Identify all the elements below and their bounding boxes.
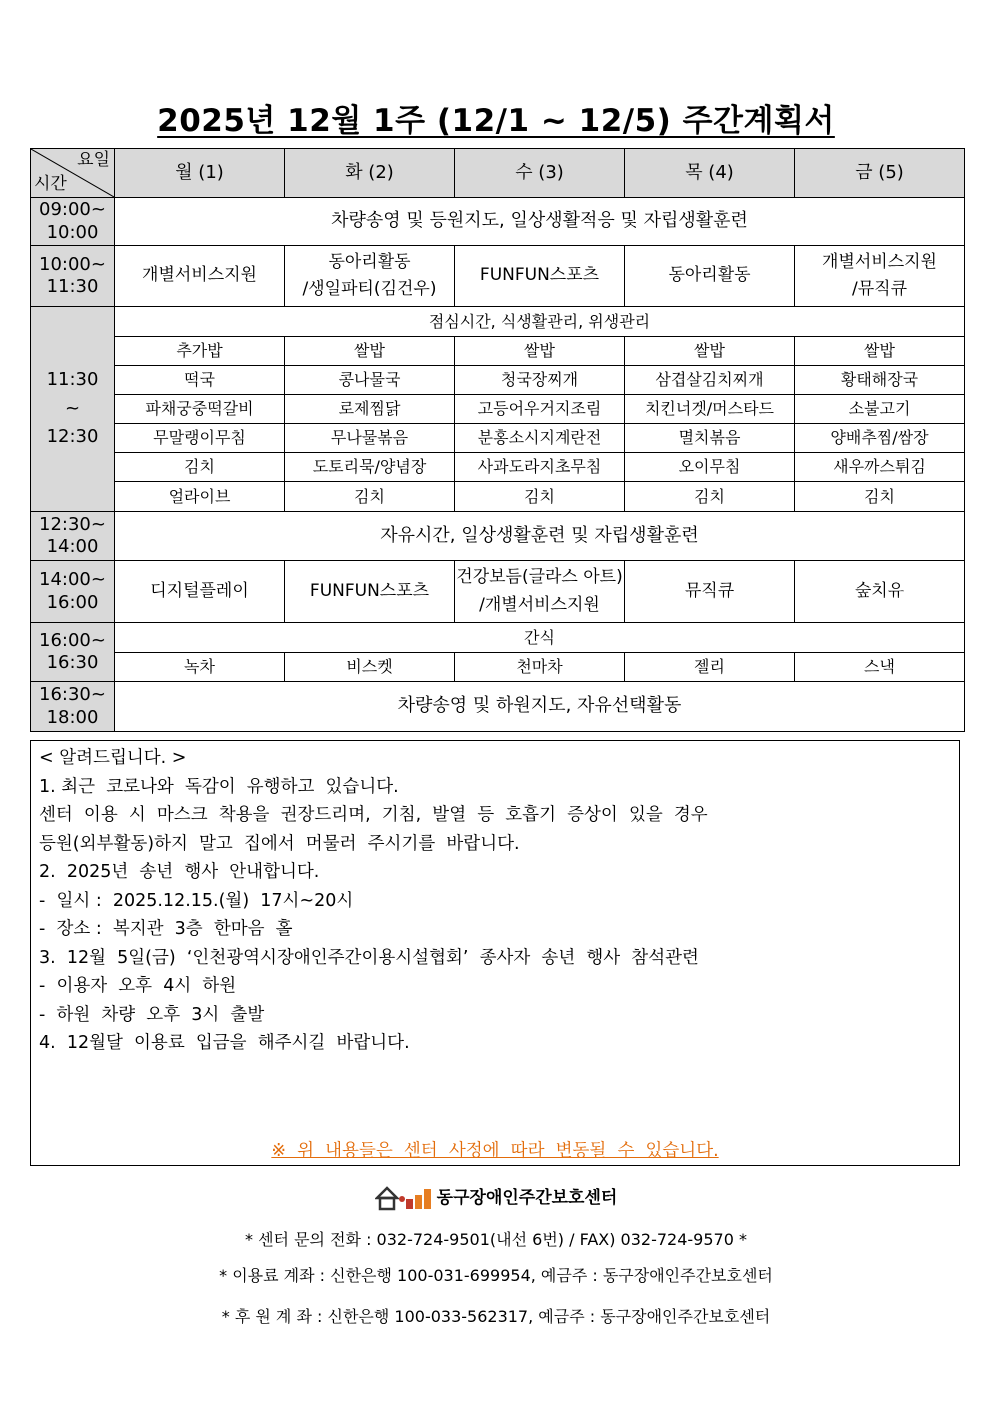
activity-cell: FUNFUN스포츠 [455,246,625,307]
menu-item: 고등어우거지조림 [455,395,625,424]
time-label: 시간 [34,173,67,194]
menu-item: 무나물볶음 [285,424,455,453]
lunch-title-row [31,307,965,337]
menu-item: 도토리묵/양념장 [285,453,455,482]
notice-line: 3. 12월 5일(금) ‘인천광역시장애인주간이용시설협회’ 종사자 송년 행사 참석관련 [39,947,699,968]
day-header: 금 (5) [795,149,965,198]
menu-row [31,453,965,482]
day-header: 목 (4) [625,149,795,198]
snack-item: 녹차 [115,653,285,682]
notice-line: - 장소 : 복지관 3층 한마음 홀 [39,919,293,939]
notice-line: 등원(외부활동)하지 말고 집에서 머물러 주시기를 바랍니다. [39,833,520,854]
snack-title: 간식 [115,623,965,653]
activity-cell: 개별서비스지원 [115,246,285,307]
menu-item: 치킨너겟/머스타드 [625,395,795,424]
menu-item: 쌀밥 [625,337,795,366]
support-account: * 후 원 계 좌 : 신한은행 100-033-562317, 예금주 : 동구장애인주간보호센터 [221,1307,771,1326]
schedule-row [31,246,965,307]
notice-line: 센터 이용 시 마스크 착용을 권장드리며, 기침, 발열 등 호흡기 증상이 있을 경우 [39,805,708,825]
lunch-title: 점심시간, 식생활관리, 위생관리 [115,307,965,337]
time-cell: 16:30~ 18:00 [31,682,115,732]
menu-item: 김치 [455,482,625,512]
snack-title-row [31,623,965,653]
menu-item: 무말랭이무침 [115,424,285,453]
time-cell: 12:30~ 14:00 [31,512,115,561]
activity-cell: 뮤직큐 [625,561,795,623]
notice-line: 2. 2025년 송년 행사 안내합니다. [39,862,320,882]
activity-cell: 건강보듬(글라스 아트) /개별서비스지원 [455,561,625,623]
menu-row [31,366,965,395]
notice-line: - 이용자 오후 4시 하원 [39,976,237,996]
notice-line: - 하원 차량 오후 3시 출발 [39,1004,265,1025]
time-cell: 14:00~ 16:00 [31,561,115,623]
menu-item: 쌀밥 [795,337,965,366]
day-label: 요일 [77,150,110,170]
day-header: 월 (1) [115,149,285,198]
menu-item: 김치 [795,482,965,512]
activity-cell: 차량송영 및 등원지도, 일상생활적응 및 자립생활훈련 [115,198,965,246]
activity-cell: FUNFUN스포츠 [285,561,455,623]
fee-account: * 이용료 계좌 : 신한은행 100-031-699954, 예금주 : 동구장애인주간보호센터 [219,1266,773,1285]
menu-item: 멸치볶음 [625,424,795,453]
menu-row [31,337,965,366]
menu-item: 쌀밥 [285,337,455,366]
center-logo [0,1183,992,1211]
menu-item: 김치 [625,482,795,512]
snack-item: 스낵 [795,653,965,682]
menu-item: 새우까스튀김 [795,453,965,482]
snack-item: 젤리 [625,653,795,682]
snack-item: 비스켓 [285,653,455,682]
day-header: 수 (3) [455,149,625,198]
schedule-row [31,512,965,561]
day-header: 화 (2) [285,149,455,198]
activity-cell: 개별서비스지원 /뮤직큐 [795,246,965,307]
menu-item: 떡국 [115,366,285,395]
menu-item: 소불고기 [795,395,965,424]
activity-cell: 숲치유 [795,561,965,623]
menu-item: 청국장찌개 [455,366,625,395]
menu-item: 분홍소시지계란전 [455,424,625,453]
schedule-row [31,561,965,623]
menu-item: 삼겹살김치찌개 [625,366,795,395]
menu-row [31,395,965,424]
time-cell: 16:00~ 16:30 [31,623,115,682]
activity-cell: 동아리활동 [625,246,795,307]
notice-warning: ※ 위 내용들은 센터 사정에 따라 변동될 수 있습니다. [271,1140,719,1161]
activity-cell: 자유시간, 일상생활훈련 및 자립생활훈련 [115,512,965,561]
schedule-row [31,682,965,732]
contact-phone: * 센터 문의 전화 : 032-724-9501(내선 6번) / FAX) 032-724-9570 * [245,1230,747,1249]
menu-item: 사과도라지초무침 [455,453,625,482]
menu-item: 파채궁중떡갈비 [115,395,285,424]
notice-line: < 알려드립니다. > [39,748,187,768]
menu-item: 로제찜닭 [285,395,455,424]
notice-line: 4. 12월달 이용료 입금을 해주시길 바랍니다. [39,1033,410,1053]
time-cell: 09:00~ 10:00 [31,198,115,246]
weekly-schedule-table [30,148,965,732]
snack-item: 천마차 [455,653,625,682]
center-name: 동구장애인주간보호센터 [436,1188,618,1208]
time-cell: 10:00~ 11:30 [31,246,115,307]
notice-line: 1. 최근 코로나와 독감이 유행하고 있습니다. [39,776,399,797]
menu-item: 쌀밥 [455,337,625,366]
center-logo-icon [375,1185,433,1211]
menu-item: 오이무침 [625,453,795,482]
time-cell: 11:30 ~ 12:30 [31,307,115,512]
menu-item: 김치 [115,453,285,482]
page-title: 2025년 12월 1주 (12/1 ~ 12/5) 주간계획서 [157,103,835,139]
menu-item: 김치 [285,482,455,512]
notice-box [30,740,960,1166]
activity-cell: 동아리활동 /생일파티(김건우) [285,246,455,307]
menu-item: 콩나물국 [285,366,455,395]
schedule-row [31,198,965,246]
activity-cell: 디지털플레이 [115,561,285,623]
menu-item: 황태해장국 [795,366,965,395]
corner-header [31,149,115,198]
header-row [31,149,965,198]
menu-item: 양배추찜/쌈장 [795,424,965,453]
activity-cell: 차량송영 및 하원지도, 자유선택활동 [115,682,965,732]
menu-row [31,424,965,453]
menu-row [31,482,965,512]
menu-item: 얼라이브 [115,482,285,512]
notice-line: - 일시 : 2025.12.15.(월) 17시~20시 [39,890,354,911]
snack-row [31,653,965,682]
menu-item: 추가밥 [115,337,285,366]
